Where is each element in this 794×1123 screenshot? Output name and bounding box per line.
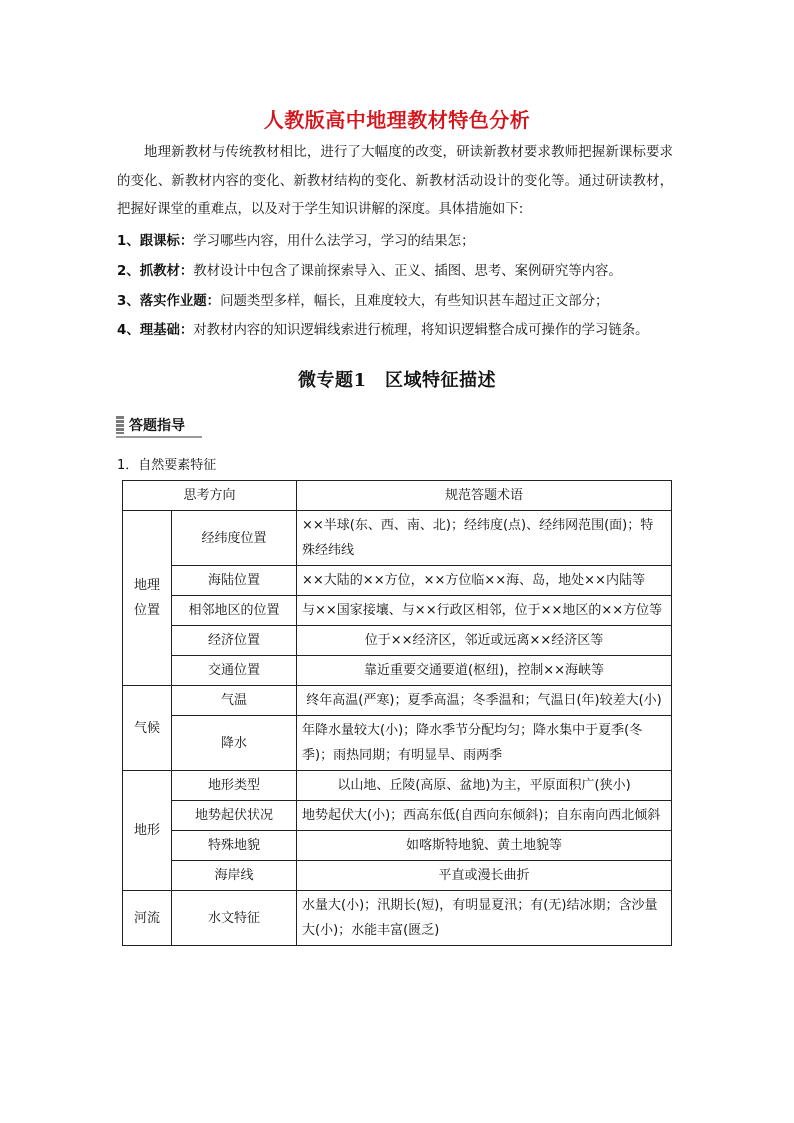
aspect-cell: 地势起伏状况 (172, 801, 297, 831)
aspect-cell: 交通位置 (172, 656, 297, 686)
measure-item (117, 257, 677, 287)
term-cell: ××大陆的××方位，××方位临××海、岛，地处××内陆等 (297, 566, 672, 596)
measure-label: 1、跟课标： (117, 234, 194, 249)
table-row (123, 771, 672, 801)
section-title: 微专题1 区域特征描述 (297, 370, 497, 391)
aspect-cell: 经纬度位置 (172, 511, 297, 566)
table-row (123, 656, 672, 686)
term-cell: 以山地、丘陵(高原、盆地)为主，平原面积广(狭小) (297, 771, 672, 801)
section-heading-label: 答题指导 (129, 418, 185, 434)
table-header-direction: 思考方向 (123, 481, 297, 511)
table-header-row (123, 481, 672, 511)
aspect-cell: 海岸线 (172, 861, 297, 891)
table-row (123, 716, 672, 771)
measure-item (117, 316, 677, 346)
measures-list (117, 227, 677, 346)
aspect-cell: 水文特征 (172, 891, 297, 946)
measure-text: 对教材内容的知识逻辑线索进行梳理，将知识逻辑整合成可操作的学习链条。 (193, 323, 649, 339)
table-row (123, 566, 672, 596)
aspect-cell: 特殊地貌 (172, 831, 297, 861)
table-row (123, 511, 672, 566)
aspect-cell: 海陆位置 (172, 566, 297, 596)
measure-item (117, 287, 677, 317)
category-cell: 河流 (123, 891, 172, 946)
term-cell: 位于××经济区，邻近或远离××经济区等 (297, 626, 672, 656)
measure-label: 2、抓教材： (117, 263, 194, 279)
table-row (123, 626, 672, 656)
answer-terms-table (122, 480, 672, 946)
term-cell: 终年高温(严寒)；夏季高温；冬季温和；气温日(年)较差大(小) (297, 686, 672, 716)
table-row (123, 801, 672, 831)
heading-underline (116, 436, 202, 438)
table-row (123, 686, 672, 716)
term-cell: 靠近重要交通要道(枢纽)，控制××海峡等 (297, 656, 672, 686)
measure-label: 3、落实作业题： (117, 293, 221, 309)
table-row (123, 891, 672, 946)
term-cell: 平直或漫长曲折 (297, 861, 672, 891)
term-cell: 地势起伏大(小)；西高东低(自西向东倾斜)；自东南向西北倾斜 (297, 801, 672, 831)
category-cell: 气候 (123, 686, 172, 771)
intro-paragraph (117, 139, 673, 225)
term-cell: ××半球(东、西、南、北)；经纬度(点)、经纬网范围(面)；特殊经纬线 (297, 511, 672, 566)
table-row (123, 831, 672, 861)
measure-label: 4、理基础： (117, 323, 194, 339)
term-cell: 年降水量较大(小)；降水季节分配均匀；降水集中于夏季(冬季)；雨热同期；有明显旱、雨两季 (297, 716, 672, 771)
section-heading (116, 414, 202, 436)
aspect-cell: 地形类型 (172, 771, 297, 801)
table-header-terms: 规范答题术语 (297, 481, 672, 511)
table-row (123, 861, 672, 891)
document-title: 人教版高中地理教材特色分析 (263, 108, 531, 132)
aspect-cell: 经济位置 (172, 626, 297, 656)
heading-bar-icon (116, 416, 124, 434)
subheading: 1．自然要素特征 (117, 458, 217, 473)
aspect-cell: 气温 (172, 686, 297, 716)
table-row (123, 596, 672, 626)
term-cell: 如喀斯特地貌、黄土地貌等 (297, 831, 672, 861)
category-cell: 地形 (123, 771, 172, 891)
aspect-cell: 相邻地区的位置 (172, 596, 297, 626)
measure-text: 教材设计中包含了课前探索导入、正义、插图、思考、案例研究等内容。 (193, 263, 622, 279)
measure-item (117, 227, 677, 257)
term-cell: 水量大(小)；汛期长(短)，有明显夏汛；有(无)结冰期；含沙量大(小)；水能丰富(匮乏) (297, 891, 672, 946)
intro-text: 地理新教材与传统教材相比，进行了大幅度的改变，研读新教材要求教师把握新课标要求的变化、新教材内容的变化、新教材结构的变化、新教材活动设计的变化等。通过研读教材，把握好课堂的重难点，以及对于学生知识讲解的深度。具体措施如下: (117, 145, 673, 217)
measure-text: 学习哪些内容，用什么法学习，学习的结果怎； (193, 234, 475, 249)
term-cell: 与××国家接壤、与××行政区相邻，位于××地区的××方位等 (297, 596, 672, 626)
category-cell: 地理 位置 (123, 511, 172, 686)
aspect-cell: 降水 (172, 716, 297, 771)
measure-text: 问题类型多样，幅长，且难度较大，有些知识甚车超过正文部分； (220, 293, 609, 309)
